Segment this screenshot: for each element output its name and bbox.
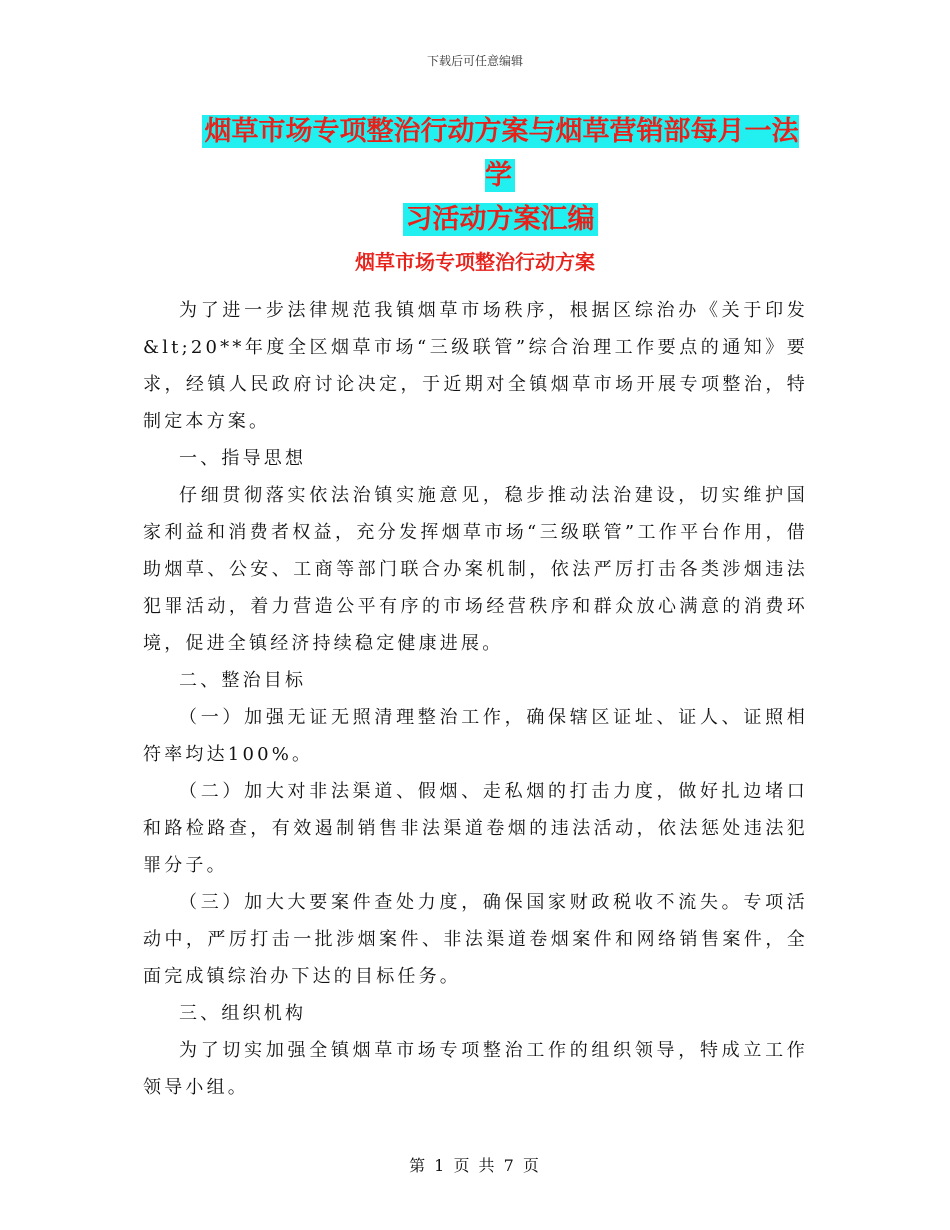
paragraph-organization: 为了切实加强全镇烟草市场专项整治工作的组织领导，特成立工作领导小组。 — [143, 1040, 808, 1098]
document-title-line-2: 习活动方案汇编 — [403, 203, 598, 236]
heading-targets: 二、整治目标 — [179, 670, 307, 691]
document-title — [190, 110, 810, 242]
paragraph-guiding-thought: 仔细贯彻落实依法治镇实施意见，稳步推动法治建设，切实维护国家利益和消费者权益，充分发挥烟草市场“三级联管”工作平台作用，借助烟草、公安、工商等部门联合办案机制，依法严厉打击各类涉烟违法犯罪活动，着力营造公平有序的市场经营秩序和群众放心满意的消费环境，促进全镇经济持续稳定健康进展。 — [143, 485, 808, 654]
paragraph-target-2: （二）加大对非法渠道、假烟、走私烟的打击力度，做好扎边堵口和路检路查，有效遏制销售非法渠道卷烟的违法活动，依法惩处违法犯罪分子。 — [143, 781, 808, 876]
paragraph-intro: 为了进一步法律规范我镇烟草市场秩序，根据区综治办《关于印发&lt;20**年度全区烟草市场“三级联管”综合治理工作要点的通知》要求，经镇人民政府讨论决定，于近期对全镇烟草市场开展专项整治，特制定本方案。 — [143, 300, 808, 432]
heading-organization: 三、组织机构 — [179, 1003, 307, 1024]
document-body — [143, 292, 808, 1106]
paragraph-target-1: （一）加强无证无照清理整治工作，确保辖区证址、证人、证照相符率均达100%。 — [143, 707, 808, 765]
heading-guiding-thought: 一、指导思想 — [179, 448, 307, 469]
section-title: 烟草市场专项整治行动方案 — [355, 250, 595, 274]
document-title-line-1: 烟草市场专项整治行动方案与烟草营销部每月一法学 — [202, 115, 799, 192]
page-number: 第 1 页 共 7 页 — [409, 1156, 541, 1175]
paragraph-target-3: （三）加大大要案件查处力度，确保国家财政税收不流失。专项活动中，严厉打击一批涉烟案件、非法渠道卷烟案件和网络销售案件，全面完成镇综治办下达的目标任务。 — [143, 892, 808, 987]
page-header-note: 下载后可任意编辑 — [426, 54, 523, 68]
